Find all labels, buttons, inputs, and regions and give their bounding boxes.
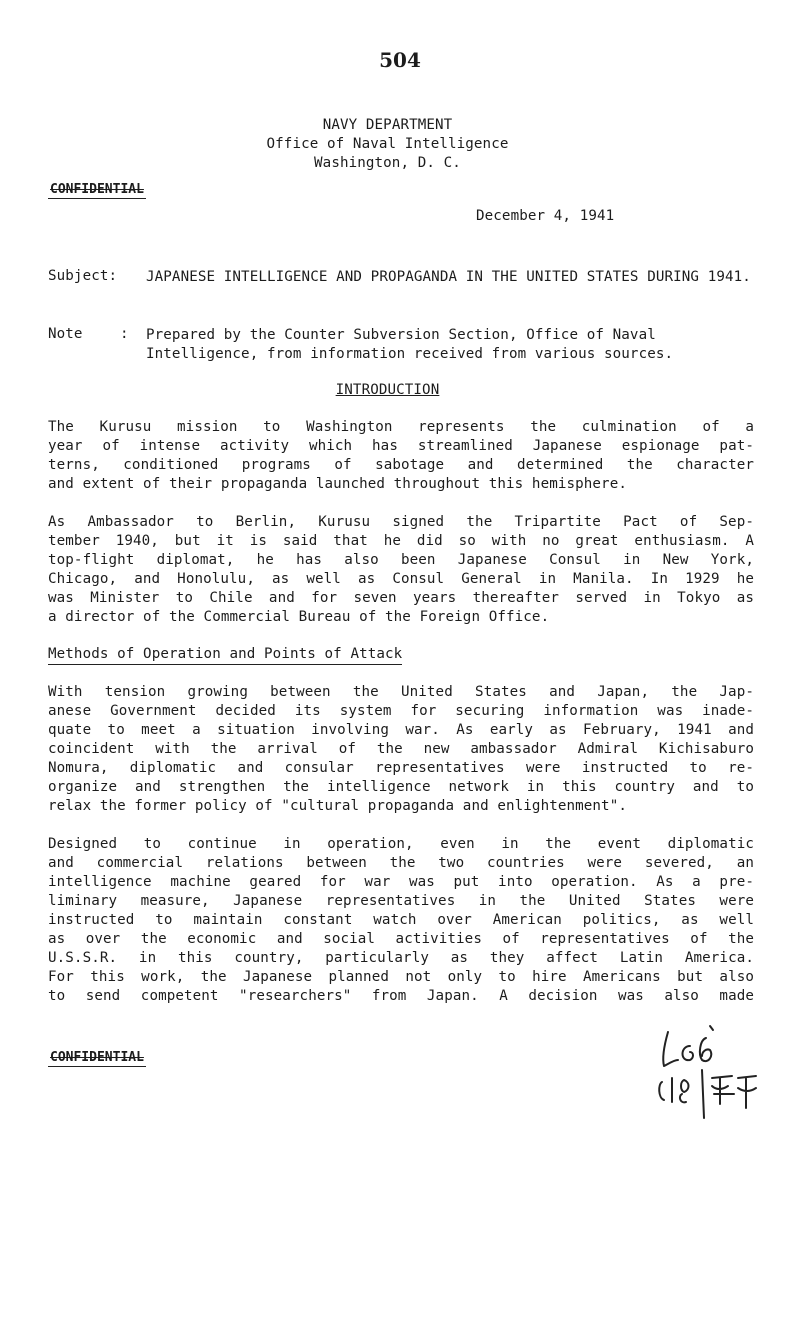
memo-date: December 4, 1941 bbox=[476, 208, 615, 224]
letterhead-department: NAVY DEPARTMENT bbox=[322, 117, 453, 133]
text-line: U.S.S.R. in this country, particularly as they affect Latin America. bbox=[48, 950, 754, 966]
note-line bbox=[48, 326, 760, 366]
text-line: Nomura, diplomatic and consular representatives were instructed to re- bbox=[48, 760, 754, 776]
text-line: Designed to continue in operation, even in the event diplomatic bbox=[48, 836, 754, 852]
subject-text: JAPANESE INTELLIGENCE AND PROPAGANDA IN THE UNITED STATES DURING 1941. bbox=[146, 269, 751, 285]
paragraph-intelligence-machine bbox=[48, 835, 754, 1006]
text-line: terns, conditioned programs of sabotage and determined the character bbox=[48, 457, 754, 473]
subject-line bbox=[48, 268, 760, 308]
text-line: and extent of their propaganda launched throughout this hemisphere. bbox=[48, 476, 627, 492]
text-line: as over the economic and social activities of representatives of the bbox=[48, 931, 754, 947]
subject-label: Subject: bbox=[48, 268, 118, 284]
text-line: anese Government decided its system for securing information was inade- bbox=[48, 703, 754, 719]
text-line: As Ambassador to Berlin, Kurusu signed the Tripartite Pact of Sep- bbox=[48, 514, 754, 530]
text-line: was Minister to Chile and for seven years thereafter served in Tokyo as bbox=[48, 590, 754, 606]
classification-stamp-top: CONFIDENTIAL bbox=[50, 182, 144, 197]
page-number: 504 bbox=[379, 48, 421, 72]
text-line: Chicago, and Honolulu, as well as Consul General in Manila. In 1929 he bbox=[48, 571, 754, 587]
text-line: to send competent "researchers" from Japan. A decision was also made bbox=[48, 988, 754, 1004]
text-line: top-flight diplomat, he has also been Japanese Consul in New York, bbox=[48, 552, 754, 568]
text-line: The Kurusu mission to Washington represents the culmination of a bbox=[48, 419, 754, 435]
text-line: organize and strengthen the intelligence network in this country and to bbox=[48, 779, 754, 795]
introduction-heading: INTRODUCTION bbox=[335, 382, 440, 398]
note-label: Note bbox=[48, 326, 83, 342]
text-line: and commercial relations between the two countries were severed, an bbox=[48, 855, 754, 871]
handwritten-annotation bbox=[650, 1020, 770, 1120]
paragraph-ambassador bbox=[48, 513, 754, 627]
text-line: For this work, the Japanese planned not only to hire Americans but also bbox=[48, 969, 754, 985]
letterhead bbox=[0, 116, 775, 173]
classification-stamp-bottom: CONFIDENTIAL bbox=[50, 1050, 144, 1065]
text-line: year of intense activity which has streamlined Japanese espionage pat- bbox=[48, 438, 754, 454]
text-line: a director of the Commercial Bureau of the Foreign Office. bbox=[48, 609, 550, 625]
note-colon: : bbox=[120, 326, 129, 342]
text-line: intelligence machine geared for war was put into operation. As a pre- bbox=[48, 874, 754, 890]
text-line: With tension growing between the United States and Japan, the Jap- bbox=[48, 684, 754, 700]
paragraph-kurusu-mission bbox=[48, 418, 754, 494]
text-line: tember 1940, but it is said that he did so with no great enthusiasm. A bbox=[48, 533, 754, 549]
text-line: coincident with the arrival of the new ambassador Admiral Kichisaburo bbox=[48, 741, 754, 757]
section-heading: Methods of Operation and Points of Attack bbox=[48, 646, 402, 665]
text-line: instructed to maintain constant watch over American politics, as well bbox=[48, 912, 754, 928]
text-line: quate to meet a situation involving war. As early as February, 1941 and bbox=[48, 722, 754, 738]
note-text: Prepared by the Counter Subversion Section, Office of Naval Intelligence, from information received from various sources. bbox=[146, 327, 674, 362]
text-line: liminary measure, Japanese representatives in the United States were bbox=[48, 893, 754, 909]
text-line: relax the former policy of "cultural propaganda and enlightenment". bbox=[48, 798, 627, 814]
letterhead-location: Washington, D. C. bbox=[314, 155, 461, 171]
letterhead-office: Office of Naval Intelligence bbox=[266, 136, 509, 152]
paragraph-tension bbox=[48, 683, 754, 816]
